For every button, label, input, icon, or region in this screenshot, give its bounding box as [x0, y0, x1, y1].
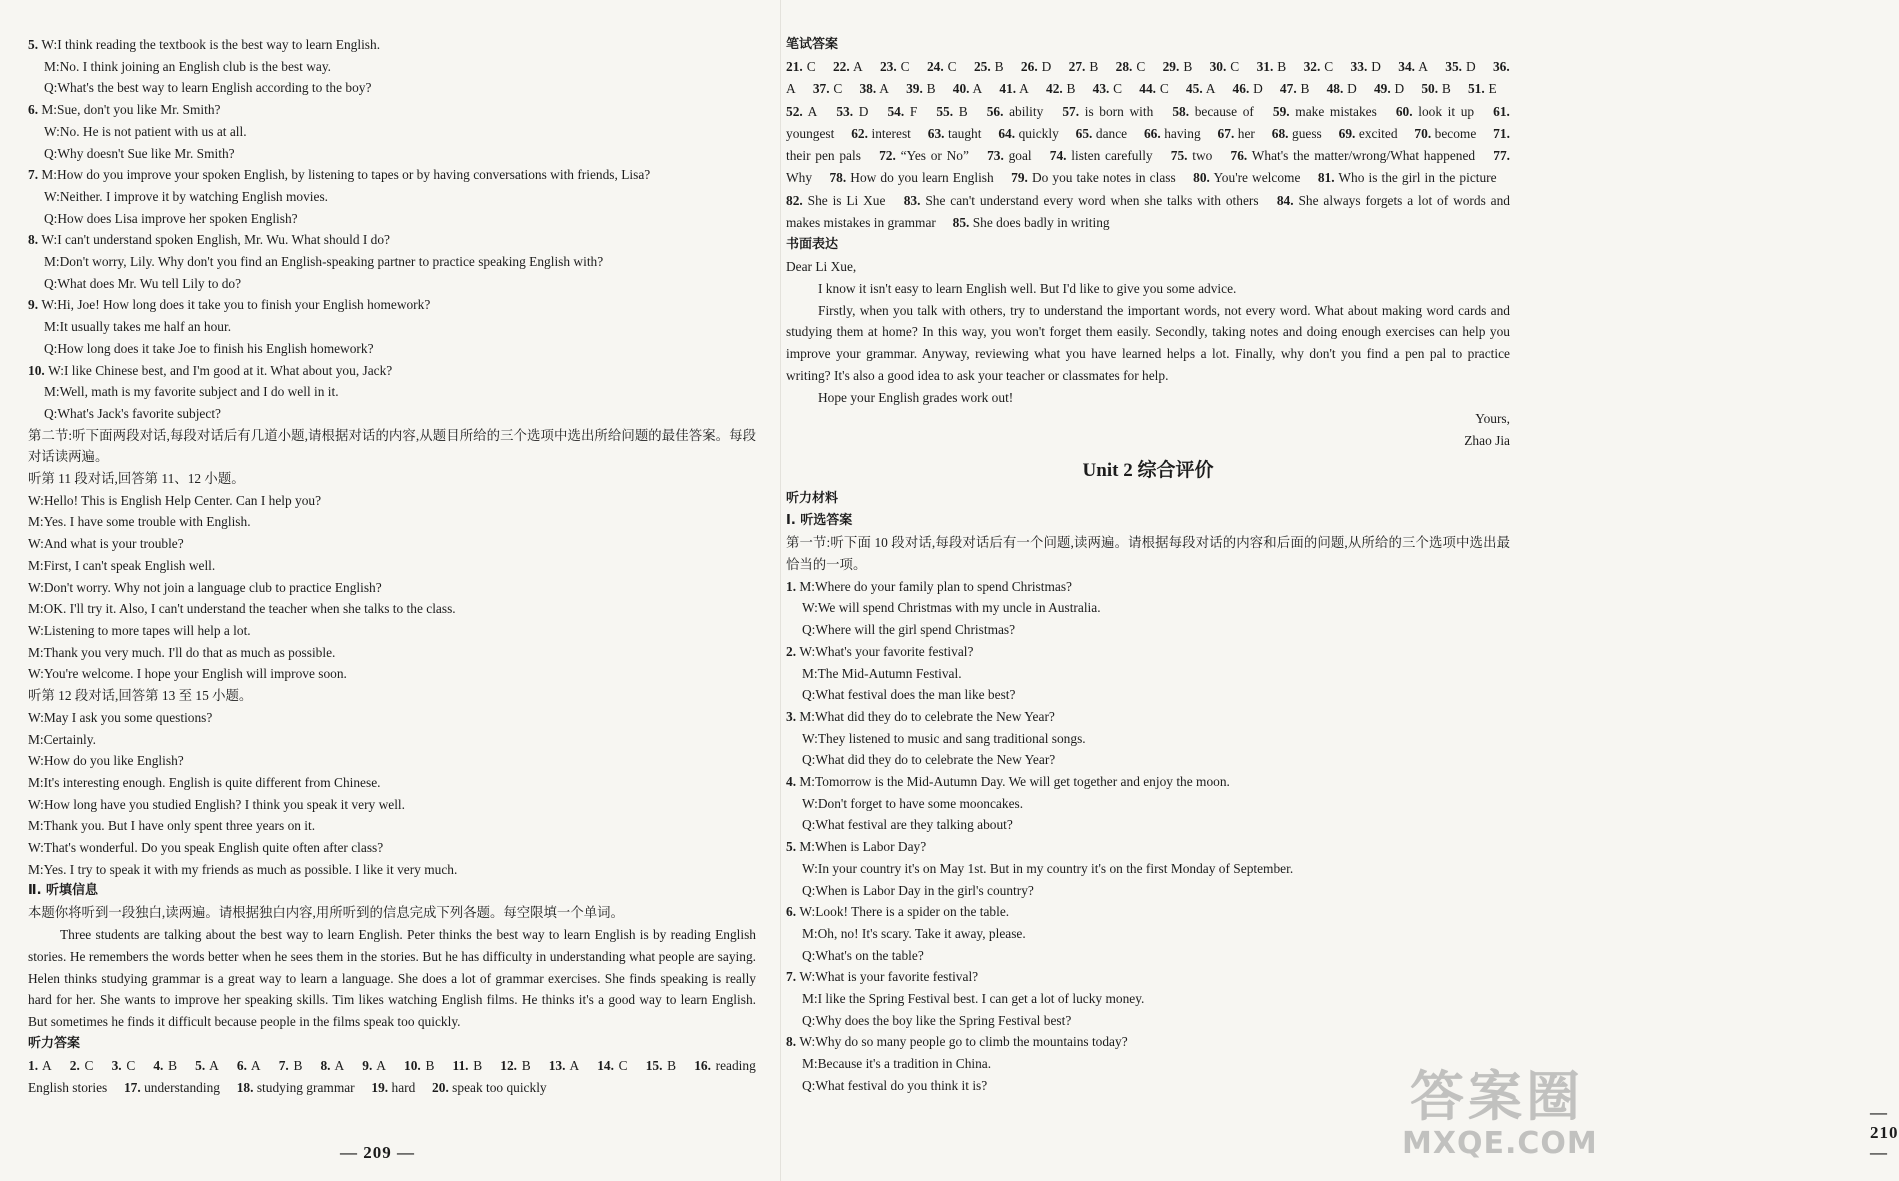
dialog-line: M:It usually takes me half an hour.	[44, 319, 232, 335]
answer-number: 31.	[1256, 59, 1274, 74]
dialog-line: W:In your country it's on May 1st. But in my country it's on the first Monday of September.	[802, 860, 1294, 876]
answer-value: C	[84, 1057, 94, 1073]
answer-value: Why	[786, 170, 813, 186]
answer-value: B	[1089, 59, 1099, 74]
answer-value: She always forgets a lot of words and makes mistakes in grammar	[786, 192, 1510, 231]
answer-value: D	[1465, 59, 1476, 74]
dialog-line: W:We will spend Christmas with my uncle in Australia.	[802, 600, 1101, 616]
letter-paragraph: Hope your English grades work out!	[818, 389, 1014, 405]
answer-value: quickly	[1018, 125, 1059, 141]
answer-number: 50.	[1421, 81, 1439, 97]
answer-number: 66.	[1143, 125, 1161, 141]
answer-number: 37.	[812, 81, 830, 97]
dialog-line: M:Certainly.	[28, 731, 96, 747]
letter-signature: Zhao Jia	[1464, 433, 1510, 449]
listening-dialogs-1-8	[786, 576, 1510, 1097]
answer-number: 83.	[903, 192, 921, 208]
answer-value: B	[1300, 81, 1310, 97]
dialog-line: W:Don't forget to have some mooncakes.	[802, 795, 1024, 811]
dialog-number: 4.	[786, 774, 800, 790]
answer-number: 40.	[952, 81, 970, 97]
answer-number: 6.	[236, 1057, 247, 1073]
dialog-number: 3.	[786, 708, 800, 724]
answer-value: C	[126, 1057, 136, 1073]
letter-paragraph: Firstly, when you talk with others, try to understand the important words, not every word. What about making word cards and studying them at home? In this way, you won't forget them easily. Secondly, taking notes and doing enough exercises can help you improve your grammar. Anyway, reviewing what you have learned helps a lot. Finally, why don't you find a pen pal to practice writing? It's also a good idea to ask your teacher or classmates for help.	[786, 302, 1510, 383]
answer-value: A	[42, 1057, 52, 1073]
answer-value: “Yes or No”	[900, 148, 969, 164]
dialog-question	[786, 576, 1510, 598]
answer-number: 36.	[1492, 59, 1510, 74]
answer-number: 21.	[786, 59, 803, 74]
dialog-line: M:The Mid-Autumn Festival.	[802, 665, 962, 681]
answer-value: B	[1441, 81, 1451, 97]
dialog-line-text: W:I can't understand spoken English, Mr. Wu. What should I do?	[41, 232, 390, 248]
answer-number: 75.	[1170, 148, 1188, 164]
answer-value: make mistakes	[1295, 103, 1377, 119]
dialog-number: 5.	[28, 37, 42, 52]
answer-value: because of	[1194, 103, 1254, 119]
answer-number: 51.	[1467, 81, 1485, 97]
dialog-line-text: W:Why do so many people go to climb the mountains today?	[799, 1034, 1128, 1050]
dialog-line: M:Oh, no! It's scary. Take it away, please.	[802, 925, 1026, 941]
answer-value: taught	[948, 125, 982, 141]
answer-number: 22.	[832, 59, 850, 74]
dialog-line-text: W:What is your favorite festival?	[799, 969, 979, 985]
answer-value: B	[1277, 59, 1287, 74]
answer-value: D	[1253, 81, 1263, 97]
answer-number: 43.	[1092, 81, 1110, 97]
answer-number: 25.	[973, 59, 991, 74]
dialog-line: Q:How long does it take Joe to finish his English homework?	[44, 340, 374, 356]
answer-number: 65.	[1075, 125, 1093, 141]
answer-number: 7.	[278, 1057, 289, 1073]
answer-value: B	[926, 81, 936, 97]
answer-value: A	[879, 81, 889, 97]
answer-number: 35.	[1445, 59, 1462, 74]
answer-value: E	[1488, 81, 1497, 97]
dialog-line: W:No. He is not patient with us at all.	[44, 123, 247, 139]
listening-answers	[28, 1055, 756, 1100]
answer-value: Do you take notes in class	[1031, 170, 1176, 186]
dialog-line: M:Well, math is my favorite subject and I do well in it.	[44, 384, 339, 400]
answer-value: excited	[1358, 125, 1398, 141]
dialog12-intro: 听第 12 段对话,回答第 13 至 15 小题。	[28, 688, 253, 704]
answer-value: understanding	[144, 1079, 220, 1095]
dialog-line: M:Yes. I have some trouble with English.	[28, 514, 251, 530]
answer-value: D	[858, 103, 869, 119]
section-II-title: Ⅱ. 听填信息	[28, 883, 99, 899]
answer-value: You're welcome	[1213, 170, 1301, 186]
dialog-line-text: W:I think reading the textbook is the best way to learn English.	[41, 37, 381, 52]
answer-number: 57.	[1062, 103, 1080, 119]
answer-value: B	[1066, 81, 1076, 97]
answer-value: A	[972, 81, 983, 97]
answer-number: 80.	[1193, 170, 1210, 186]
answer-number: 64.	[998, 125, 1016, 141]
answer-value: A	[1019, 81, 1029, 97]
answer-value: C	[1113, 81, 1123, 97]
dialog11	[28, 490, 756, 685]
answer-value: her	[1237, 125, 1255, 141]
dialog-question	[786, 706, 1510, 728]
left-page	[0, 0, 780, 1181]
dialog-number: 6.	[786, 904, 800, 920]
answer-number: 33.	[1350, 59, 1368, 74]
answer-number: 85.	[952, 215, 970, 231]
answer-number: 12.	[500, 1057, 517, 1073]
answer-number: 46.	[1232, 81, 1250, 97]
answer-value: speak too quickly	[452, 1079, 547, 1095]
answer-number: 70.	[1414, 125, 1432, 141]
answer-value: having	[1164, 125, 1201, 141]
dialog11-intro: 听第 11 段对话,回答第 11、12 小题。	[28, 471, 245, 487]
dialog-question	[786, 1031, 1510, 1053]
section-II-intro: 本题你将听到一段独白,读两遍。请根据独白内容,用所听到的信息完成下列各题。每空限填一个单词。	[28, 905, 624, 921]
answer-value: How do you learn English	[850, 170, 994, 186]
answer-number: 38.	[859, 81, 877, 97]
dialog-line: M:Don't worry, Lily. Why don't you find an English-speaking partner to practice speaking English with?	[44, 254, 604, 270]
answer-number: 9.	[362, 1057, 373, 1073]
answer-value: B	[521, 1057, 531, 1073]
dialog-line-text: W:I like Chinese best, and I'm good at it. What about you, Jack?	[48, 362, 393, 378]
answer-value: B	[667, 1057, 677, 1073]
dialog-question	[786, 641, 1510, 663]
answer-value: A	[376, 1057, 386, 1073]
watermark-url: MXQE.COM	[1402, 1126, 1598, 1161]
watermark-logo	[1402, 1065, 1598, 1177]
answer-value: B	[293, 1057, 303, 1073]
answer-number: 16.	[694, 1057, 711, 1073]
answer-value: What's the matter/wrong/What happened	[1251, 148, 1476, 164]
watermark-logo-text: 答案圈	[1410, 1065, 1584, 1128]
dialog-line: M:I like the Spring Festival best. I can get a lot of lucky money.	[802, 991, 1145, 1007]
answer-value: dance	[1095, 125, 1128, 141]
dialog-line: M:First, I can't speak English well.	[28, 557, 216, 573]
dialog-line: Q:Why doesn't Sue like Mr. Smith?	[44, 145, 235, 161]
letter-body	[786, 278, 1510, 408]
dialog-line: Q:When is Labor Day in the girl's country?	[802, 882, 1034, 898]
listening-answers-title: 听力答案	[28, 1035, 81, 1051]
dialog-line: W:You're welcome. I hope your English will improve soon.	[28, 666, 347, 682]
answer-value: C	[833, 81, 843, 97]
answer-value: B	[1183, 59, 1193, 74]
answer-value: is born with	[1084, 103, 1154, 119]
answer-value: A	[786, 81, 796, 97]
dialog-line: Q:What's the best way to learn English according to the boy?	[44, 80, 372, 96]
dialog-line: M:Because it's a tradition in China.	[802, 1056, 992, 1072]
answer-number: 58.	[1172, 103, 1190, 119]
dialog-line: Q:What did they do to celebrate the New Year?	[802, 752, 1056, 768]
answer-number: 26.	[1020, 59, 1038, 74]
dialog12	[28, 707, 756, 881]
dialog-number: 7.	[28, 167, 42, 183]
answer-number: 78.	[829, 170, 847, 186]
dialog-line: Q:What festival do you think it is?	[802, 1077, 988, 1093]
dialog-line: M:Thank you very much. I'll do that as much as possible.	[28, 644, 336, 660]
answer-number: 30.	[1209, 59, 1227, 74]
answer-number: 11.	[452, 1057, 469, 1073]
answer-value: A	[569, 1057, 580, 1073]
answer-value: A	[209, 1057, 219, 1073]
section-I-intro: 第一节:听下面 10 段对话,每段对话后有一个问题,读两遍。请根据每段对话的内容和后面的问题,从所给的三个选项中选出最恰当的一项。	[786, 535, 1510, 572]
answer-number: 73.	[987, 148, 1004, 164]
answer-value: D	[1347, 81, 1357, 97]
answer-number: 84.	[1276, 192, 1294, 208]
answer-value: C	[1159, 81, 1169, 97]
dialog-number: 7.	[786, 969, 800, 985]
dialog-line: M:No. I think joining an English club is the best way.	[44, 58, 332, 74]
answer-value: D	[1041, 59, 1052, 74]
answer-value: interest	[871, 125, 911, 141]
dialog-line: Q:What festival does the man like best?	[802, 687, 1016, 703]
answer-number: 48.	[1326, 81, 1344, 97]
dialog-question	[28, 229, 756, 251]
dialog-question	[28, 294, 756, 316]
answer-number: 27.	[1068, 59, 1086, 74]
answer-value: C	[900, 59, 910, 74]
dialog-line: W:That's wonderful. Do you speak English quite often after class?	[28, 840, 384, 856]
dialog-question	[28, 360, 756, 382]
answer-number: 28.	[1115, 59, 1133, 74]
answer-value: A	[852, 59, 863, 74]
answer-number: 62.	[851, 125, 868, 141]
dialog-number: 2.	[786, 643, 800, 659]
answer-number: 71.	[1493, 125, 1510, 141]
answer-value: D	[1371, 59, 1381, 74]
answer-value: C	[806, 59, 816, 74]
dialog-line: M:It's interesting enough. English is quite different from Chinese.	[28, 774, 381, 790]
answer-number: 56.	[986, 103, 1004, 119]
answer-number: 34.	[1398, 59, 1416, 74]
answer-value: C	[618, 1057, 628, 1073]
answer-number: 20.	[432, 1079, 449, 1095]
dialog-line: W:Listening to more tapes will help a lot.	[28, 622, 251, 638]
dialog-line: Q:What's Jack's favorite subject?	[44, 405, 221, 421]
listening-dialogs-5-10	[28, 34, 756, 425]
answer-number: 41.	[999, 81, 1017, 97]
answer-value: C	[947, 59, 957, 74]
answer-number: 14.	[597, 1057, 614, 1073]
answer-number: 29.	[1162, 59, 1180, 74]
dialog-line: W:How long have you studied English? I think you speak it very well.	[28, 796, 405, 812]
answer-value: D	[1394, 81, 1405, 97]
answer-value: A	[334, 1057, 345, 1073]
dialog-line-text: M:Sue, don't you like Mr. Smith?	[41, 102, 221, 118]
answer-value: B	[994, 59, 1004, 74]
unit-title: Unit 2 综合评价	[1082, 460, 1214, 482]
answer-value: two	[1192, 148, 1213, 164]
dialog-line: Q:Why does the boy like the Spring Festival best?	[802, 1012, 1072, 1028]
dialog-number: 5.	[786, 839, 800, 855]
dialog-number: 8.	[28, 232, 42, 248]
dialog-line-text: W:Hi, Joe! How long does it take you to finish your English homework?	[41, 297, 431, 313]
dialog-line: W:How do you like English?	[28, 753, 184, 769]
dialog-line: M:Thank you. But I have only spent three years on it.	[28, 818, 316, 834]
dialog-line: Q:Where will the girl spend Christmas?	[802, 622, 1016, 638]
answer-value: A	[807, 103, 818, 119]
answer-number: 47.	[1279, 81, 1297, 97]
dialog-line-text: M:How do you improve your spoken English, by listening to tapes or by having conversations with friends, Lisa?	[41, 167, 651, 183]
answer-number: 63.	[927, 125, 945, 141]
answer-value: guess	[1292, 125, 1322, 141]
dialog-line: Q:What's on the table?	[802, 947, 924, 963]
answer-value: youngest	[786, 125, 835, 141]
letter-closing: Yours,	[1475, 411, 1510, 427]
page-number-left: — 209 —	[340, 1143, 415, 1162]
answer-number: 39.	[906, 81, 923, 97]
answer-value: B	[425, 1057, 435, 1073]
dialog-line: W:Don't worry. Why not join a language club to practice English?	[28, 579, 382, 595]
dialog-number: 8.	[786, 1034, 800, 1050]
answer-number: 44.	[1139, 81, 1157, 97]
dialog-question	[28, 164, 756, 186]
dialog-line-text: M:Where do your family plan to spend Christmas?	[799, 578, 1072, 594]
dialog-question	[28, 99, 756, 121]
dialog-line: W:Neither. I improve it by watching English movies.	[44, 188, 329, 204]
answer-value: reading English stories	[28, 1057, 756, 1095]
answer-number: 81.	[1317, 170, 1335, 186]
dialog-question	[786, 771, 1510, 793]
section-I-title: Ⅰ. 听选答案	[786, 513, 853, 529]
answer-number: 74.	[1049, 148, 1067, 164]
answer-number: 54.	[887, 103, 905, 119]
answer-value: their pen pals	[786, 148, 861, 164]
dialog-question	[786, 901, 1510, 923]
dialog-question	[786, 836, 1510, 858]
answer-value: hard	[391, 1079, 416, 1095]
answer-number: 2.	[69, 1057, 80, 1073]
dialog-line-text: W:What's your favorite festival?	[799, 643, 974, 659]
answer-value: F	[909, 103, 918, 119]
dialog-line-text: M:What did they do to celebrate the New Year?	[799, 708, 1055, 724]
answer-number: 8.	[320, 1057, 331, 1073]
dialog-number: 6.	[28, 102, 42, 118]
page-number-right: — 210 —	[1870, 1103, 1899, 1162]
answer-number: 32.	[1303, 59, 1321, 74]
answer-number: 3.	[111, 1057, 122, 1073]
answer-number: 82.	[786, 192, 803, 208]
dialog-line: W:They listened to music and sang traditional songs.	[802, 730, 1086, 746]
answer-number: 77.	[1493, 148, 1510, 164]
letter-greeting: Dear Li Xue,	[786, 259, 857, 275]
dialog-line: Q:What festival are they talking about?	[802, 817, 1013, 833]
answer-number: 17.	[123, 1079, 141, 1095]
answer-value: C	[1230, 59, 1240, 74]
section2-intro: 第二节:听下面两段对话,每段对话后有几道小题,请根据对话的内容,从题目所给的三个选项中选出所给问题的最佳答案。每段对话读两遍。	[28, 427, 756, 465]
answer-number: 13.	[548, 1057, 566, 1073]
answer-value: A	[1418, 59, 1428, 74]
answer-number: 42.	[1046, 81, 1063, 97]
dialog-question	[786, 966, 1510, 988]
answer-number: 79.	[1011, 170, 1028, 186]
answer-number: 67.	[1217, 125, 1235, 141]
answer-value: become	[1434, 125, 1477, 141]
answer-number: 68.	[1271, 125, 1289, 141]
dialog-line-text: M:Tomorrow is the Mid-Autumn Day. We will get together and enjoy the moon.	[799, 774, 1230, 790]
dialog-line: Q:What does Mr. Wu tell Lily to do?	[44, 275, 242, 291]
answer-number: 24.	[926, 59, 944, 74]
written-answers	[786, 56, 1510, 234]
answer-number: 69.	[1338, 125, 1356, 141]
answer-value: B	[473, 1057, 483, 1073]
right-page	[780, 0, 1899, 1181]
answer-number: 10.	[404, 1057, 421, 1073]
dialog-line: W:And what is your trouble?	[28, 536, 184, 552]
answer-number: 18.	[236, 1079, 254, 1095]
answer-value: ability	[1009, 103, 1044, 119]
answer-value: She is Li Xue	[807, 192, 886, 208]
dialog-line: Q:How does Lisa improve her spoken English?	[44, 210, 298, 226]
dialog-line-text: W:Look! There is a spider on the table.	[799, 904, 1010, 920]
answer-value: A	[1205, 81, 1216, 97]
answer-value: goal	[1008, 148, 1032, 164]
dialog-question	[28, 34, 756, 56]
answer-value: B	[168, 1057, 178, 1073]
answer-number: 4.	[153, 1057, 164, 1073]
answer-value: C	[1136, 59, 1146, 74]
dialog-number: 1.	[786, 578, 800, 594]
answer-number: 72.	[879, 148, 896, 164]
answer-value: Who is the girl in the picture	[1338, 170, 1497, 186]
answer-number: 45.	[1185, 81, 1203, 97]
answer-number: 52.	[786, 103, 803, 119]
answer-number: 15.	[645, 1057, 663, 1073]
monologue: Three students are talking about the best way to learn English. Peter thinks the best way to learn English is by reading English stories. He remembers the words better when he sees them in the stories. But he has difficulty in understanding what people are saying. Helen thinks studying grammar is a great way to learn a language. She does a lot of grammar exercises. She finds speaking is really hard for her. She wants to improve her speaking skills. Tim likes watching English films. He thinks it's a good way to learn English. But sometimes he finds it difficult because people in the films speak too quickly.	[28, 927, 756, 1029]
answer-number: 1.	[28, 1057, 39, 1073]
dialog-line-text: M:When is Labor Day?	[799, 839, 927, 855]
answer-number: 53.	[836, 103, 854, 119]
writing-title: 书面表达	[786, 237, 839, 253]
answer-number: 61.	[1493, 103, 1510, 119]
letter-paragraph: I know it isn't easy to learn English well. But I'd like to give you some advice.	[818, 281, 1237, 297]
answer-number: 49.	[1373, 81, 1391, 97]
answer-number: 23.	[879, 59, 897, 74]
answer-number: 19.	[371, 1079, 389, 1095]
dialog-number: 10.	[28, 362, 49, 378]
listening-material-title: 听力材料	[786, 491, 839, 507]
dialog-line: W:Hello! This is English Help Center. Can I help you?	[28, 492, 322, 508]
answer-number: 76.	[1230, 148, 1248, 164]
answer-number: 60.	[1395, 103, 1413, 119]
answer-value: She can't understand every word when she talks with others	[925, 192, 1259, 208]
answer-value: studying grammar	[256, 1079, 355, 1095]
answer-value: look it up	[1418, 103, 1475, 119]
dialog-line: M:Yes. I try to speak it with my friends as much as possible. I like it very much.	[28, 861, 458, 877]
dialog-line: W:May I ask you some questions?	[28, 709, 213, 725]
answer-number: 5.	[195, 1057, 206, 1073]
answer-number: 55.	[936, 103, 954, 119]
answer-value: C	[1324, 59, 1334, 74]
dialog-line: M:OK. I'll try it. Also, I can't understand the teacher when she talks to the class.	[28, 601, 456, 617]
answer-value: She does badly in writing	[972, 215, 1110, 231]
answer-value: B	[958, 103, 968, 119]
written-answers-title: 笔试答案	[786, 37, 839, 52]
answer-value: listen carefully	[1071, 148, 1153, 164]
answer-value: A	[250, 1057, 261, 1073]
dialog-number: 9.	[28, 297, 42, 313]
answer-number: 59.	[1272, 103, 1290, 119]
